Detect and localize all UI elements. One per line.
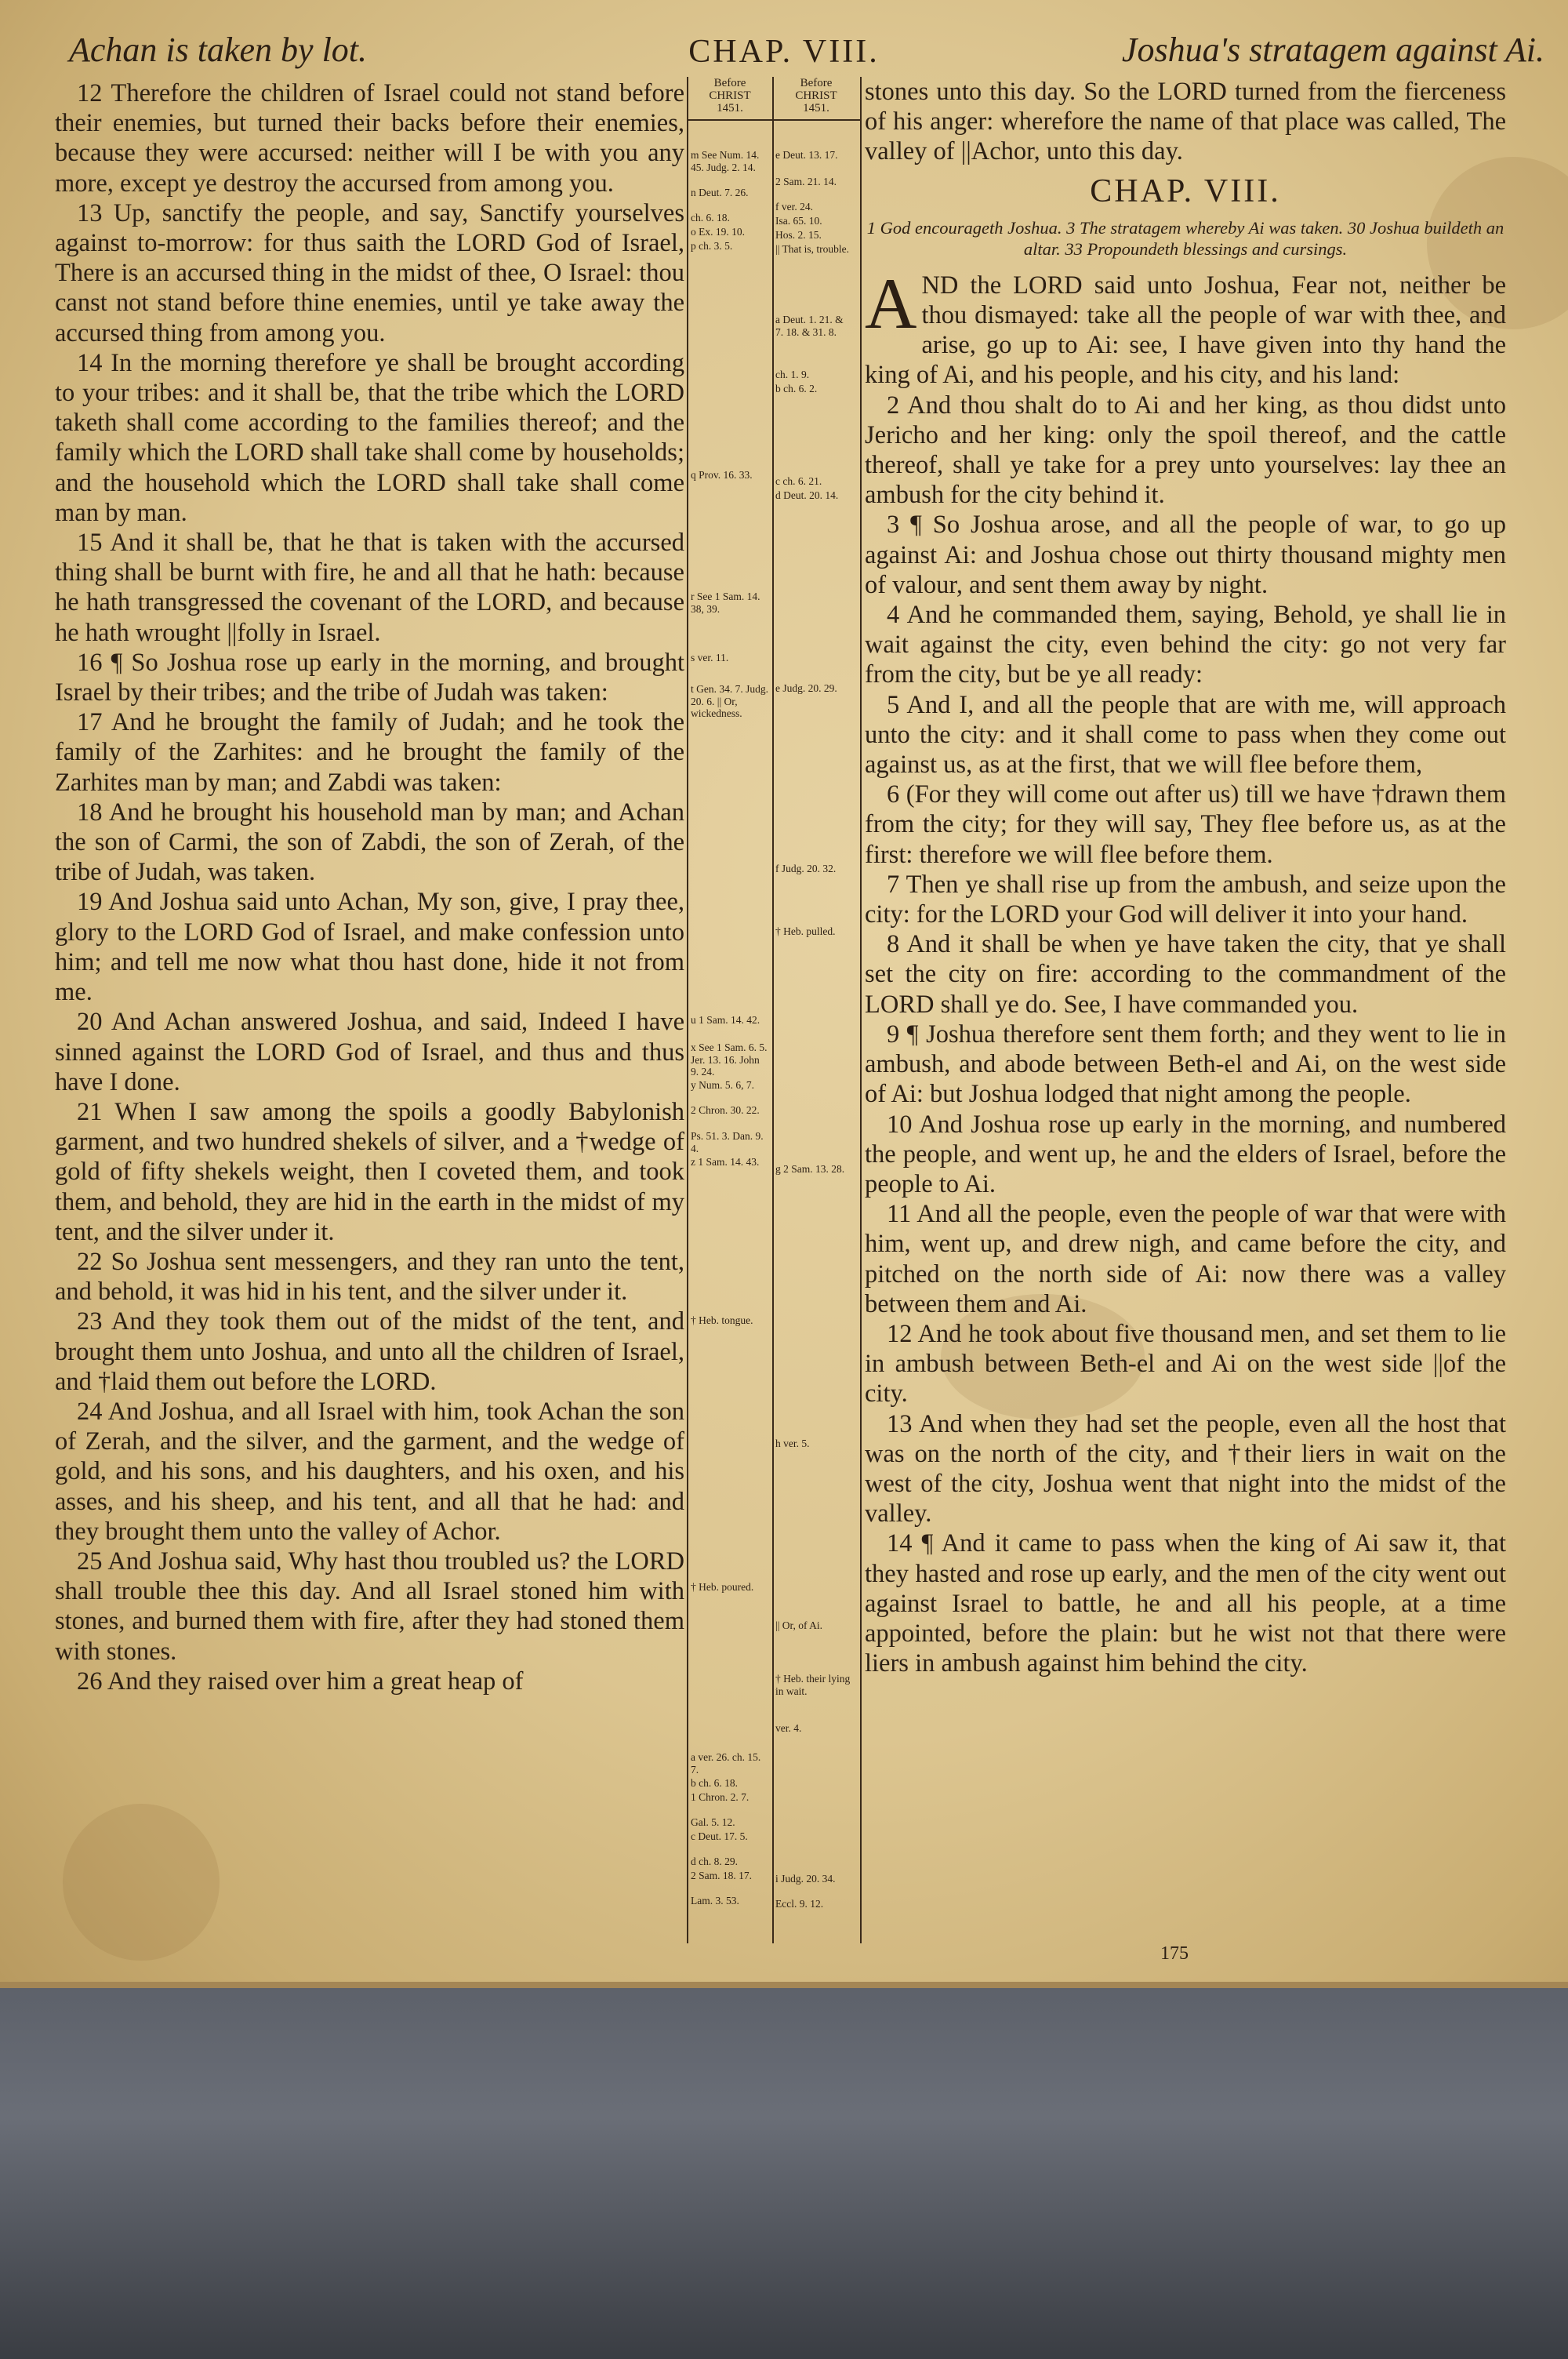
chapter-heading: CHAP. VIII.	[1090, 173, 1281, 209]
reference-note: † Heb. pulled.	[775, 925, 836, 937]
verse: 17 And he brought the family of Judah; and he took the family of the Zarhites: and he brought the family of the Zarhites man by man; and Zabdi was taken:	[55, 708, 684, 797]
reference-note: 1 Chron. 2. 7.	[691, 1791, 750, 1803]
verse: 12 And he took about five thousand men, and set them to lie in ambush between Beth-el and Ai on the west side ||of the city.	[865, 1319, 1506, 1408]
reference-note: q Prov. 16. 33.	[691, 469, 753, 481]
reference-note: a Deut. 1. 21. & 7. 18. & 31. 8.	[775, 314, 844, 338]
reference-note: † Heb. poured.	[691, 1581, 754, 1593]
reference-note: i Judg. 20. 34.	[775, 1873, 836, 1885]
running-head-chapter: CHAP. VIII.	[688, 34, 880, 70]
gutter-date-head: Before CHRIST 1451.	[688, 77, 772, 121]
verse: 10 And Joshua rose up early in the morning, and numbered the people, and went up, he and the elders of Israel, before the people to Ai.	[865, 1110, 1506, 1198]
reference-note: Hos. 2. 15.	[775, 229, 822, 241]
reference-note: h ver. 5.	[775, 1438, 810, 1449]
reference-note: ch. 1. 9.	[775, 369, 810, 380]
reference-note: c Deut. 17. 5.	[691, 1830, 748, 1842]
verse: 9 ¶ Joshua therefore sent them forth; and they went to lie in ambush, and abode between Beth-el and Ai, on the west side of Ai: but Joshua lodged that night among the people.	[865, 1020, 1506, 1109]
reference-note: 2 Sam. 21. 14.	[775, 176, 837, 187]
verse: 6 (For they will come out after us) till we have †drawn them from the city; for they will say, They flee before us, as at the first: therefore we will flee before them.	[865, 780, 1506, 869]
reference-note: 2 Chron. 30. 22.	[691, 1104, 760, 1116]
reference-note: f ver. 24.	[775, 201, 813, 213]
verse: 14 In the morning therefore ye shall be brought according to your tribes: and it shall be, that the tribe which the LORD taketh shall come according to the families thereof; and the family which the LORD shall take shall come by households; and the household which the LORD shall take shall come man by man.	[55, 348, 684, 527]
reference-note: r See 1 Sam. 14. 38, 39.	[691, 591, 760, 615]
reference-note: e Judg. 20. 29.	[775, 682, 837, 694]
reference-note: t Gen. 34. 7. Judg. 20. 6. || Or, wickedness.	[691, 683, 768, 719]
stain	[63, 1804, 220, 1961]
reference-note: y Num. 5. 6, 7.	[691, 1079, 754, 1091]
verse: 22 So Joshua sent messengers, and they ran unto the tent, and behold, it was hid in his tent, and the silver under it.	[55, 1247, 684, 1307]
verse: 23 And they took them out of the midst of the tent, and brought them unto Joshua, and unto all the children of Israel, and †laid them out before the LORD.	[55, 1307, 684, 1396]
left-text-column	[55, 78, 684, 1696]
verse: 24 And Joshua, and all Israel with him, took Achan the son of Zerah, and the silver, and the garment, and the wedge of gold, and his sons, and his daughters, and his oxen, and his asses, and his sheep, and his tent, and all that he had: and they brought them unto the valley of Achor.	[55, 1397, 684, 1546]
verse: 13 Up, sanctify the people, and say, Sanctify yourselves against to-morrow: for thus saith the LORD God of Israel, There is an accursed thing in the midst of thee, O Israel: thou canst not stand before thine enemies, until ye take away the accursed thing from among you.	[55, 198, 684, 347]
reference-gutter-right	[772, 77, 860, 1939]
reference-note: x See 1 Sam. 6. 5. Jer. 13. 16. John 9. 24.	[691, 1041, 768, 1078]
column-rule	[860, 77, 862, 1943]
verse: 13 And when they had set the people, even all the host that was on the north of the city, and †their liers in wait on the west of the city, Joshua went that night into the midst of the valley.	[865, 1409, 1506, 1528]
reference-gutter-left	[688, 77, 772, 1939]
reference-note: Eccl. 9. 12.	[775, 1898, 824, 1910]
reference-note: a ver. 26. ch. 15. 7.	[691, 1751, 761, 1776]
running-head-right: Joshua's stratagem against Ai.	[1121, 31, 1544, 69]
reference-note: 2 Sam. 18. 17.	[691, 1870, 753, 1881]
verse-first: AND the LORD said unto Joshua, Fear not, neither be thou dismayed: take all the people of war with thee, and arise, go up to Ai: see, I have given into thy hand the king of Ai, and his people, and his city, and his land:	[865, 263, 1506, 390]
reference-note: Isa. 65. 10.	[775, 215, 822, 227]
reference-note: g 2 Sam. 13. 28.	[775, 1163, 845, 1175]
verse: 26 And they raised over him a great heap of	[77, 1667, 524, 1696]
reference-note: u 1 Sam. 14. 42.	[691, 1014, 760, 1026]
page-number: 175	[1160, 1943, 1189, 1964]
reference-note: m See Num. 14. 45. Judg. 2. 14.	[691, 149, 760, 173]
reference-note: Lam. 3. 53.	[691, 1895, 739, 1906]
verse: 19 And Joshua said unto Achan, My son, give, I pray thee, glory to the LORD God of Israel, and make confession unto him; and tell me now what thou hast done, hide it not from me.	[55, 888, 684, 1007]
verse: 5 And I, and all the people that are with me, will approach unto the city: and it shall come to pass when they come out against us, as at the first, that we will flee before them,	[865, 690, 1506, 780]
verse: 12 Therefore the children of Israel could not stand before their enemies, but turned their backs before their enemies, because they were accursed: neither will I be with you any more, except ye destroy the accursed from among you.	[55, 79, 684, 198]
verse: 14 ¶ And it came to pass when the king of Ai saw it, that they hasted and rose up early, and the men of the city went out against Israel to battle, he and all his people, at a time appointed, before the plain: but he wist not that there were liers in ambush against him behind the city.	[865, 1529, 1506, 1678]
verse: 15 And it shall be, that he that is taken with the accursed thing shall be burnt with fire, he and all that he hath: because he hath transgressed the covenant of the LORD, and because he hath wrought ||folly in Israel.	[55, 529, 684, 647]
gutter-date-head: Before CHRIST 1451.	[772, 77, 860, 121]
verse: 3 ¶ So Joshua arose, and all the people of war, to go up against Ai: and Joshua chose out thirty thousand mighty men of valour, and sent them away by night.	[865, 511, 1506, 599]
reference-note: Gal. 5. 12.	[691, 1816, 735, 1828]
reference-note: || That is, trouble.	[775, 243, 850, 255]
reference-note: b ch. 6. 18.	[691, 1777, 738, 1789]
reference-note: f Judg. 20. 32.	[775, 863, 837, 874]
verse: 8 And it shall be when ye have taken the city, that ye shall set the city on fire: according to the commandment of the LORD shall ye do. See, I have commanded you.	[865, 930, 1506, 1019]
verse: 21 When I saw among the spoils a goodly Babylonish garment, and two hundred shekels of silver, and a †wedge of gold of fifty shekels weight, then I coveted them, and took them, and behold, they are hid in the earth in the midst of my tent, and the silver under it.	[55, 1097, 684, 1246]
reference-note: † Heb. tongue.	[691, 1314, 753, 1326]
verse: 18 And he brought his household man by man; and Achan the son of Carmi, the son of Zabdi, the son of Zerah, of the tribe of Judah, was taken.	[55, 798, 684, 887]
right-text-column	[865, 77, 1506, 1678]
verse: 11 And all the people, even the people of war that were with him, went up, and drew nigh, and came before the city, and pitched on the north side of Ai: now there was a valley between them and Ai.	[865, 1200, 1506, 1318]
reference-note: b ch. 6. 2.	[775, 383, 818, 394]
reference-note: † Heb. their lying in wait.	[775, 1673, 851, 1697]
reference-note: p ch. 3. 5.	[691, 240, 733, 252]
reference-note: ch. 6. 18.	[691, 212, 730, 224]
running-head-left: Achan is taken by lot.	[69, 31, 368, 69]
reference-note: o Ex. 19. 10.	[691, 226, 745, 238]
reference-note: d Deut. 20. 14.	[775, 489, 839, 501]
reference-note: z 1 Sam. 14. 43.	[691, 1156, 760, 1168]
verse-continuation: stones unto this day. So the LORD turned from the fierceness of his anger: wherefore the name of that place was called, The valley of ||Achor, unto this day.	[865, 78, 1506, 166]
verse: 20 And Achan answered Joshua, and said, Indeed I have sinned against the LORD God of Israel, and thus and thus have I done.	[55, 1008, 684, 1096]
reference-note: || Or, of Ai.	[775, 1619, 822, 1631]
verse: 16 ¶ So Joshua rose up early in the morning, and brought Israel by their tribes; and the tribe of Judah was taken:	[55, 648, 684, 707]
reference-note: Ps. 51. 3. Dan. 9. 4.	[691, 1130, 764, 1154]
reference-note: ver. 4.	[775, 1722, 802, 1734]
reference-note: c ch. 6. 21.	[775, 475, 822, 487]
reference-note: n Deut. 7. 26.	[691, 187, 749, 198]
reference-note: d ch. 8. 29.	[691, 1856, 738, 1867]
drop-cap: A	[865, 263, 917, 343]
chapter-summary: 1 God encourageth Joshua. 3 The stratagem whereby Ai was taken. 30 Joshua buildeth an altar. 33 Propoundeth blessings and cursings.	[866, 217, 1504, 259]
verse: 7 Then ye shall rise up from the ambush, and seize upon the city: for the LORD your God will deliver it into your hand.	[865, 870, 1506, 929]
reference-note: s ver. 11.	[691, 652, 729, 663]
verse: 25 And Joshua said, Why hast thou troubled us? the LORD shall trouble thee this day. And all Israel stoned him with stones, and burned them with fire, after they had stoned them with stones.	[55, 1547, 684, 1666]
verse: 2 And thou shalt do to Ai and her king, as thou didst unto Jericho and her king: only the spoil thereof, and the cattle thereof, shall ye take for a prey unto yourselves: lay thee an ambush for the city behind it.	[865, 391, 1506, 510]
verse: 4 And he commanded them, saying, Behold, ye shall lie in wait against the city, even behind the city: go not very far from the city, but be ye all ready:	[865, 601, 1506, 689]
reference-note: e Deut. 13. 17.	[775, 149, 838, 161]
